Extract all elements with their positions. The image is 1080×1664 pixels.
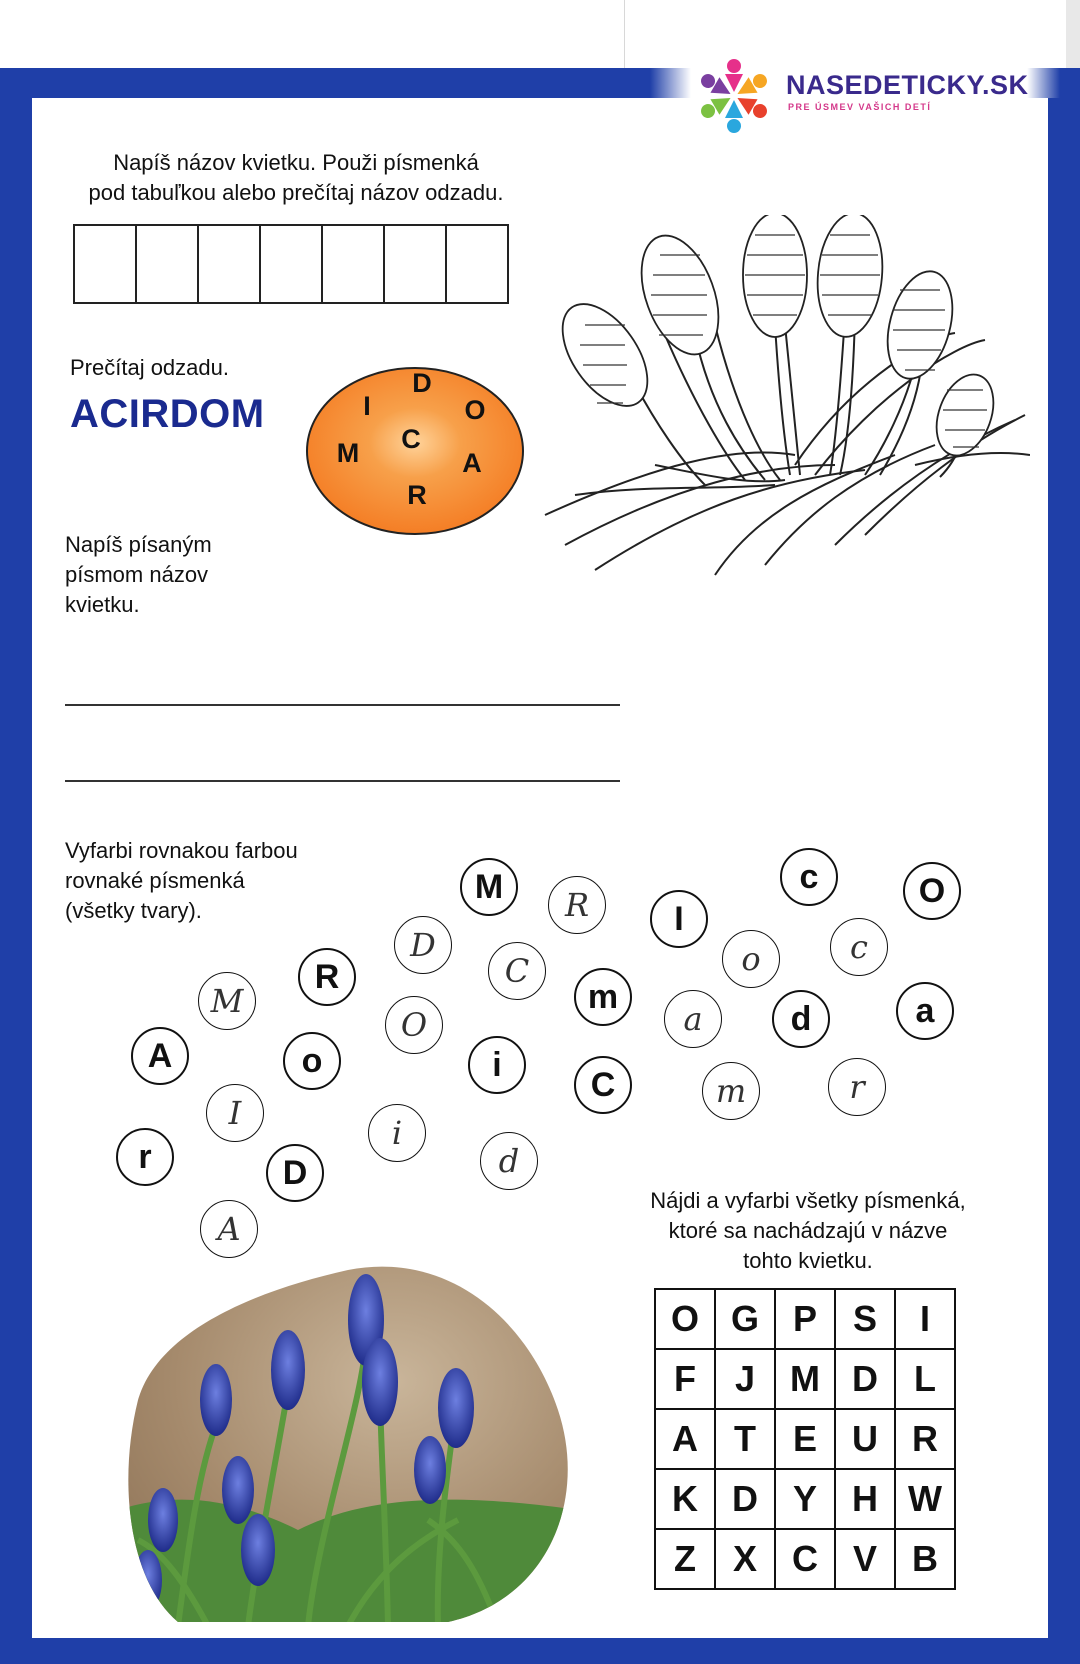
letter-circle[interactable] bbox=[830, 918, 888, 976]
grid-cell[interactable]: T bbox=[715, 1409, 775, 1469]
task4-line3: (všetky tvary). bbox=[65, 898, 202, 923]
letter-circle[interactable] bbox=[903, 862, 961, 920]
letter-circle[interactable] bbox=[548, 876, 606, 934]
letter: d bbox=[790, 999, 812, 1038]
flower-line-drawing bbox=[535, 215, 1030, 585]
letter: I bbox=[228, 1094, 242, 1132]
answer-box[interactable] bbox=[383, 224, 447, 304]
letter: o bbox=[301, 1041, 323, 1080]
grid-row bbox=[655, 1349, 955, 1409]
task5-instruction bbox=[628, 1186, 988, 1276]
grid-cell[interactable]: M bbox=[775, 1349, 835, 1409]
answer-box[interactable] bbox=[321, 224, 385, 304]
egg-letter: O bbox=[464, 395, 486, 425]
letter: a bbox=[915, 991, 935, 1030]
letter-circle[interactable] bbox=[780, 848, 838, 906]
letter-circle[interactable] bbox=[574, 968, 632, 1026]
letter-circle[interactable] bbox=[266, 1144, 324, 1202]
letter: c bbox=[850, 928, 868, 966]
grid-cell[interactable]: B bbox=[895, 1529, 955, 1589]
grid-cell[interactable]: P bbox=[775, 1289, 835, 1349]
letter-circle[interactable] bbox=[664, 990, 722, 1048]
grid-cell[interactable]: R bbox=[895, 1409, 955, 1469]
letter: O bbox=[918, 871, 946, 910]
letter: r bbox=[849, 1068, 865, 1106]
letter: i bbox=[391, 1114, 403, 1152]
letter-circle[interactable] bbox=[460, 858, 518, 916]
task3-line3: kvietku. bbox=[65, 592, 140, 617]
letter-circle[interactable] bbox=[283, 1032, 341, 1090]
letter-circle[interactable] bbox=[206, 1084, 264, 1142]
grid-cell[interactable]: U bbox=[835, 1409, 895, 1469]
letter: D bbox=[410, 926, 436, 964]
letter: o bbox=[741, 940, 761, 978]
letter-circle[interactable] bbox=[574, 1056, 632, 1114]
task1-instruction bbox=[56, 148, 536, 208]
letter: A bbox=[217, 1210, 241, 1248]
letter: R bbox=[564, 886, 590, 924]
grid-row bbox=[655, 1529, 955, 1589]
grid-cell[interactable]: W bbox=[895, 1469, 955, 1529]
grid-cell[interactable]: X bbox=[715, 1529, 775, 1589]
letter: I bbox=[674, 899, 684, 938]
task3-line2: písmom názov bbox=[65, 562, 209, 587]
task2-instruction: Prečítaj odzadu. bbox=[70, 355, 229, 380]
letter: m bbox=[715, 1072, 747, 1110]
grid-row bbox=[655, 1289, 955, 1349]
task4-line1: Vyfarbi rovnakou farbou bbox=[65, 838, 298, 863]
letter-circle[interactable] bbox=[116, 1128, 174, 1186]
letter-circle[interactable] bbox=[131, 1027, 189, 1085]
letter-circle[interactable] bbox=[772, 990, 830, 1048]
task5-line3: tohto kvietku. bbox=[743, 1248, 873, 1273]
grid-row bbox=[655, 1409, 955, 1469]
grid-cell[interactable]: C bbox=[775, 1529, 835, 1589]
letter: c bbox=[799, 857, 819, 896]
grid-cell[interactable]: S bbox=[835, 1289, 895, 1349]
grid-cell[interactable]: V bbox=[835, 1529, 895, 1589]
letter: R bbox=[314, 957, 340, 996]
letter-circle[interactable] bbox=[368, 1104, 426, 1162]
letter-circle[interactable] bbox=[828, 1058, 886, 1116]
grid-cell[interactable]: Y bbox=[775, 1469, 835, 1529]
letter-circle[interactable] bbox=[394, 916, 452, 974]
letter-circle[interactable] bbox=[480, 1132, 538, 1190]
letter: C bbox=[504, 952, 530, 990]
grid-cell[interactable]: A bbox=[655, 1409, 715, 1469]
egg-letter: M bbox=[336, 438, 360, 468]
egg-letter: C bbox=[401, 424, 421, 454]
grid-cell[interactable]: D bbox=[835, 1349, 895, 1409]
brand-tagline: PRE ÚSMEV VAŠICH DETÍ bbox=[788, 102, 932, 112]
grid-cell[interactable]: O bbox=[655, 1289, 715, 1349]
letter-grid bbox=[654, 1288, 956, 1590]
divider bbox=[1066, 0, 1080, 68]
task5-line1: Nájdi a vyfarbi všetky písmenká, bbox=[650, 1188, 966, 1213]
grid-row bbox=[655, 1469, 955, 1529]
flower-photo bbox=[118, 1250, 578, 1626]
divider bbox=[624, 0, 625, 68]
letter: m bbox=[587, 977, 619, 1016]
letter-circle[interactable] bbox=[488, 942, 546, 1000]
letter: D bbox=[282, 1153, 308, 1192]
letter-circle[interactable] bbox=[198, 972, 256, 1030]
grid-cell[interactable]: H bbox=[835, 1469, 895, 1529]
answer-box[interactable] bbox=[445, 224, 509, 304]
letter-circle[interactable] bbox=[385, 996, 443, 1054]
egg-letter: D bbox=[412, 368, 432, 398]
grid-cell[interactable]: J bbox=[715, 1349, 775, 1409]
task3-instruction bbox=[65, 530, 212, 620]
grid-cell[interactable]: I bbox=[895, 1289, 955, 1349]
egg-letter: I bbox=[363, 391, 371, 421]
letter: r bbox=[138, 1137, 152, 1176]
task5-line2: ktoré sa nachádzajú v názve bbox=[668, 1218, 948, 1243]
letter: M bbox=[474, 867, 504, 906]
grid-cell[interactable]: L bbox=[895, 1349, 955, 1409]
letter: i bbox=[492, 1045, 502, 1084]
letter: O bbox=[400, 1006, 428, 1044]
letter-circle[interactable] bbox=[896, 982, 954, 1040]
logo-people-icon bbox=[690, 52, 780, 138]
writing-line[interactable] bbox=[65, 780, 620, 782]
grid-cell[interactable]: K bbox=[655, 1469, 715, 1529]
grid-cell[interactable]: Z bbox=[655, 1529, 715, 1589]
letter-circle[interactable] bbox=[298, 948, 356, 1006]
letter-circle[interactable] bbox=[702, 1062, 760, 1120]
grid-cell[interactable]: D bbox=[715, 1469, 775, 1529]
letter: d bbox=[498, 1142, 520, 1180]
task4-line2: rovnaké písmenká bbox=[65, 868, 245, 893]
letter-circle[interactable] bbox=[722, 930, 780, 988]
letter-egg bbox=[304, 365, 526, 537]
letter-circle[interactable] bbox=[650, 890, 708, 948]
reversed-word: ACIRDOM bbox=[70, 392, 265, 436]
letter: A bbox=[147, 1036, 173, 1075]
grid-cell[interactable]: E bbox=[775, 1409, 835, 1469]
grid-cell[interactable]: G bbox=[715, 1289, 775, 1349]
letter: a bbox=[683, 1000, 703, 1038]
egg-letter: R bbox=[407, 480, 427, 510]
grid-cell[interactable]: F bbox=[655, 1349, 715, 1409]
writing-line[interactable] bbox=[65, 704, 620, 706]
brand-logo bbox=[690, 52, 1030, 138]
task3-line1: Napíš písaným bbox=[65, 532, 212, 557]
task1-line1: Napíš názov kvietku. Použi písmenká bbox=[113, 150, 479, 175]
answer-boxes[interactable] bbox=[75, 224, 509, 304]
letter-circle[interactable] bbox=[468, 1036, 526, 1094]
answer-box[interactable] bbox=[73, 224, 137, 304]
answer-box[interactable] bbox=[259, 224, 323, 304]
letter: M bbox=[210, 982, 244, 1020]
letter: C bbox=[590, 1065, 616, 1104]
answer-box[interactable] bbox=[197, 224, 261, 304]
egg-letter: A bbox=[462, 448, 482, 478]
brand-name: NASEDETICKY.SK bbox=[786, 70, 1029, 100]
task4-instruction bbox=[65, 836, 298, 926]
task1-line2: pod tabuľkou alebo prečítaj názov odzadu. bbox=[88, 180, 504, 205]
answer-box[interactable] bbox=[135, 224, 199, 304]
